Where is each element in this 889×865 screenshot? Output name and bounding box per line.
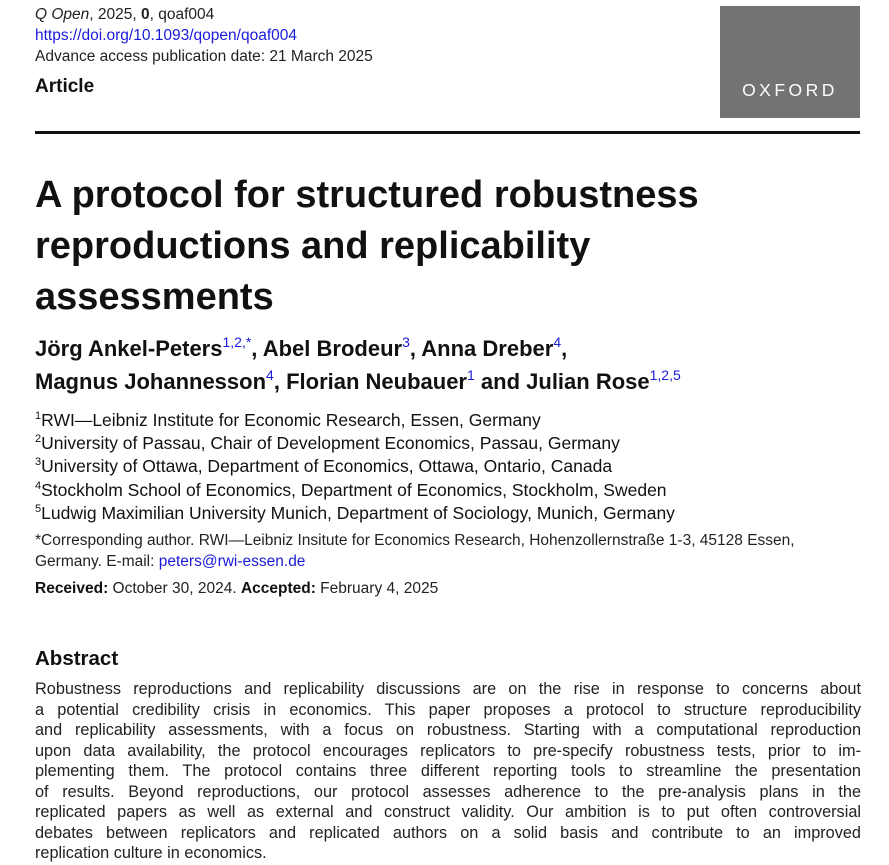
author-name: Florian Neubauer (286, 369, 467, 394)
advance-access-date: Advance access publication date: 21 March 2025 (35, 48, 373, 65)
title-line: reproductions and replicability (35, 225, 591, 267)
abstract-line: debates between replicators and replicated authors on a solid basis and contribute to an improved (35, 823, 861, 842)
abstract-line: replication culture in economics. (35, 844, 267, 862)
publisher-logo-text: OXFORD (742, 80, 838, 100)
paper-title (35, 170, 875, 323)
affiliation-number: 4 (35, 479, 42, 492)
affiliation-item (35, 455, 675, 478)
affiliation-text: University of Ottawa, Department of Economics, Ottawa, Ontario, Canada (41, 456, 613, 477)
journal-year: , 2025, (89, 6, 141, 23)
doi-line (35, 26, 297, 46)
affiliation-item (35, 502, 675, 525)
abstract-line: of results. Beyond reproductions, our protocol assesses adherence to the pre-analysis plans in the (35, 782, 861, 801)
corresponding-line (35, 551, 865, 572)
author-name: Julian Rose (526, 369, 650, 394)
abstract-line: plementing them. The protocol contains three different reporting tools to streamline the presentation (35, 762, 861, 780)
author-name: Jörg Ankel-Peters (35, 336, 223, 361)
email-link[interactable]: peters@rwi-essen.de (158, 553, 306, 570)
journal-citation (35, 5, 214, 25)
affiliation-text: University of Passau, Chair of Development Economics, Passau, Germany (41, 433, 620, 454)
abstract-line: replicated papers as well as external and construct validity. Our ambition is to put often controversial (35, 803, 861, 821)
abstract-line: upon data availability, the protocol encourages replicators to pre-specify robustness tests, prior to im- (35, 741, 861, 760)
header-rule (35, 131, 860, 134)
article-id: , qoaf004 (149, 6, 215, 23)
abstract-line: Robustness reproductions and replicability discussions are on the rise in response to concerns about (35, 680, 861, 698)
doi-link[interactable]: https://doi.org/10.1093/qopen/qoaf004 (35, 27, 297, 44)
author-separator: , (273, 369, 287, 394)
author-affiliation-ref[interactable]: 1 (467, 366, 475, 383)
affiliation-number: 1 (35, 410, 42, 423)
affiliation-text: Stockholm School of Economics, Department of Economics, Stockholm, Sweden (41, 479, 667, 500)
author-separator: , (251, 336, 263, 361)
author-affiliation-ref[interactable]: 3 (402, 333, 410, 350)
affiliation-item (35, 432, 675, 455)
abstract-heading: Abstract (35, 647, 119, 670)
author-name: Magnus Johannesson (35, 369, 267, 394)
author-line (35, 365, 875, 398)
received-label: Received: (35, 580, 109, 597)
title-line: assessments (35, 276, 274, 318)
article-type: Article (35, 76, 95, 97)
abstract-line: and replicability assessments, with a focus on robustness. Starting with a computational reproduction (35, 721, 861, 739)
abstract-body (35, 679, 861, 864)
title-line: A protocol for structured robustness (35, 174, 699, 216)
author-name: Anna Dreber (421, 336, 554, 361)
submission-dates (35, 578, 438, 599)
author-separator: , (409, 336, 422, 361)
corresponding-line: *Corresponding author. RWI—Leibniz Insitute for Economics Research, Hohenzollernstraße 1-3, 45128 Essen, (35, 532, 795, 549)
author-affiliation-ref[interactable]: 4 (553, 333, 562, 350)
publisher-logo[interactable] (720, 6, 860, 118)
author-affiliation-ref[interactable]: 4 (266, 366, 274, 383)
affiliation-text: Ludwig Maximilian University Munich, Department of Sociology, Munich, Germany (41, 502, 675, 523)
journal-name: Q Open (35, 6, 90, 23)
affiliation-item (35, 409, 675, 432)
author-affiliation-ref[interactable]: 1,2,5 (649, 366, 681, 383)
affiliation-list (35, 409, 675, 525)
journal-volume: 0 (141, 6, 150, 23)
accepted-label: Accepted: (240, 580, 316, 597)
author-separator: and (474, 369, 527, 394)
affiliation-text: RWI—Leibniz Institute for Economic Research, Essen, Germany (41, 410, 541, 430)
corresponding-author (35, 530, 865, 572)
affiliation-number: 3 (35, 456, 42, 469)
affiliation-number: 5 (35, 502, 42, 515)
email-prefix: Germany. E-mail: (35, 553, 159, 570)
abstract-line: a potential credibility crisis in economics. This paper proposes a protocol to structure reproducibility (35, 700, 861, 719)
author-affiliation-ref[interactable]: 1,2,* (222, 333, 252, 350)
author-line (35, 332, 875, 365)
accepted-date: February 4, 2025 (315, 580, 439, 597)
affiliation-number: 2 (35, 433, 42, 446)
author-separator: , (561, 336, 568, 361)
author-name: Abel Brodeur (262, 336, 403, 361)
received-date: October 30, 2024. (108, 580, 241, 597)
author-list (35, 332, 875, 398)
affiliation-item (35, 479, 675, 502)
